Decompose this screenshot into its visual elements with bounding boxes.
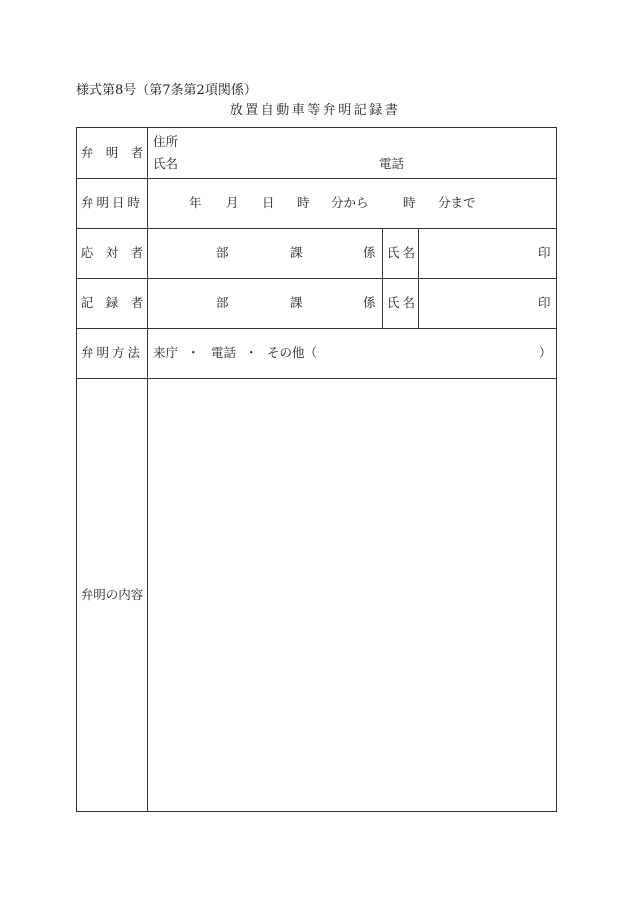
responder-name-label: 氏名 bbox=[387, 245, 419, 260]
address-label: 住所 bbox=[153, 134, 179, 149]
responder-unit-unit: 係 bbox=[363, 245, 376, 260]
row-divider bbox=[77, 178, 556, 179]
row-divider bbox=[77, 278, 556, 279]
recorder-dept-unit: 部 bbox=[216, 295, 229, 310]
year-unit: 年 bbox=[189, 195, 202, 210]
name-cell-divider-right bbox=[418, 228, 419, 328]
hour-from-unit: 時 bbox=[297, 195, 310, 210]
recorder-section-unit: 課 bbox=[290, 295, 303, 310]
responder-section-unit: 課 bbox=[290, 245, 303, 260]
row-divider bbox=[77, 328, 556, 329]
hour-to-unit: 時 bbox=[403, 195, 416, 210]
document-title: 放置自動車等弁明記録書 bbox=[229, 103, 401, 118]
method-close-paren: ） bbox=[539, 345, 552, 360]
content-label: 弁明の内容 bbox=[80, 587, 144, 602]
minute-to-unit: 分まで bbox=[438, 195, 476, 210]
datetime-label: 弁明日時 bbox=[80, 195, 143, 210]
row-divider bbox=[77, 378, 556, 379]
phone-label: 電話 bbox=[379, 156, 405, 171]
label-column-divider bbox=[147, 128, 148, 811]
defendant-label: 弁 明 者 bbox=[80, 145, 144, 160]
method-separator: ・ bbox=[245, 345, 258, 360]
method-option-other: その他（ bbox=[267, 345, 318, 360]
responder-seal-mark: 印 bbox=[538, 245, 551, 260]
name-cell-divider-left bbox=[382, 228, 383, 328]
recorder-name-label: 氏名 bbox=[387, 295, 419, 310]
method-separator: ・ bbox=[187, 345, 200, 360]
method-label: 弁明方法 bbox=[80, 345, 143, 360]
day-unit: 日 bbox=[262, 195, 275, 210]
record-form-table bbox=[76, 127, 557, 812]
method-option-phone: 電話 bbox=[211, 345, 237, 360]
responder-dept-unit: 部 bbox=[216, 245, 229, 260]
recorder-unit-unit: 係 bbox=[363, 295, 376, 310]
form-number: 様式第8号（第7条第2項関係） bbox=[76, 83, 257, 98]
defendant-name-label: 氏名 bbox=[153, 156, 179, 171]
responder-label: 応 対 者 bbox=[80, 245, 144, 260]
recorder-seal-mark: 印 bbox=[538, 295, 551, 310]
month-unit: 月 bbox=[226, 195, 239, 210]
recorder-label: 記 録 者 bbox=[80, 295, 144, 310]
row-divider bbox=[77, 228, 556, 229]
minute-from-unit: 分から bbox=[331, 195, 369, 210]
method-option-visit: 来庁 bbox=[153, 345, 179, 360]
